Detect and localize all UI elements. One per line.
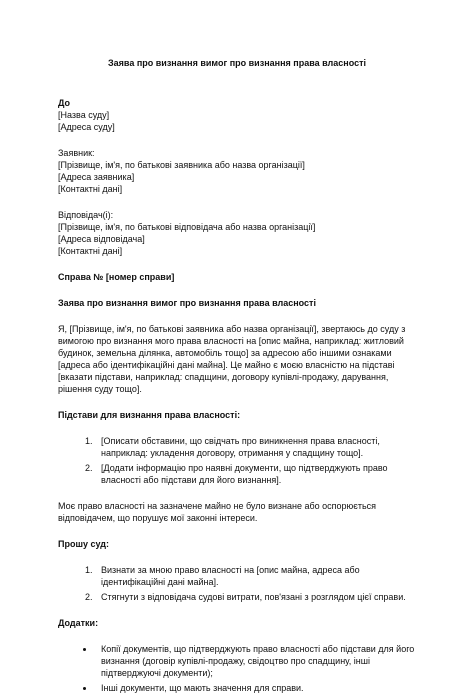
- applicant-name: [Прізвище, ім'я, по батькові заявника або назва організації]: [58, 160, 305, 170]
- attachments-list: [58, 643, 416, 694]
- list-item: 1. Визнати за мною право власності на [опис майна, адреса або ідентифікаційні дані майна].: [95, 564, 416, 588]
- list-item: 2. Стягнути з відповідача судові витрати, пов'язані з розглядом цієї справи.: [95, 591, 416, 603]
- statement-paragraph: Моє право власності на зазначене майно не було визнане або оспорюється відповідачем, що порушує мої законні інтереси.: [58, 501, 377, 523]
- applicant-contacts: [Контактні дані]: [58, 184, 123, 194]
- application-subtitle: Заява про визнання вимог про визнання права власності: [58, 298, 316, 308]
- grounds-list: [58, 435, 416, 486]
- requests-list: [58, 564, 416, 603]
- requests-heading: Прошу суд:: [58, 539, 109, 549]
- document-title: Заява про визнання вимог про визнання права власності: [108, 58, 366, 68]
- applicant-address: [Адреса заявника]: [58, 172, 135, 182]
- intro-paragraph: Я, [Прізвище, ім'я, по батькові заявника або назва організації], звертаюсь до суду з вимогою про визнання мого права власності на [опис майна, наприклад: житловий будинок, земельна ділянка, автомобіль тощо] за адресою або іншими ознаками [адреса або ідентифікаційні дані майна]. Це майно є моєю власністю на підставі [вказати підстави, наприклад: спадщини, договору купівлі-продажу, дарування, рішення суду тощо].: [58, 324, 406, 394]
- list-item: 2. [Додати інформацію про наявні документи, що підтверджують право власності або підстави для його визнання].: [95, 462, 416, 486]
- list-item: • Копії документів, що підтверджують право власності або підстави для його визнання (договір купівлі-продажу, свідоцтво про спадщину, інші підтверджуючі документи);: [95, 643, 416, 679]
- respondent-name: [Прізвище, ім'я, по батькові відповідача або назва організації]: [58, 222, 316, 232]
- court-address: [Адреса суду]: [58, 122, 115, 132]
- list-item: 1. [Описати обставини, що свідчать про виникнення права власності, наприклад: укладення договору, отримання у спадщину тощо].: [95, 435, 416, 459]
- respondent-contacts: [Контактні дані]: [58, 246, 123, 256]
- respondent-label: Відповідач(і):: [58, 210, 114, 220]
- addressee-block: [58, 97, 416, 133]
- respondent-address: [Адреса відповідача]: [58, 234, 145, 244]
- addressee-label: До: [58, 98, 71, 108]
- attachments-heading: Додатки:: [58, 618, 99, 628]
- grounds-heading: Підстави для визнання права власності:: [58, 410, 241, 420]
- list-item: • Інші документи, що мають значення для справи.: [95, 682, 416, 694]
- respondent-block: [58, 209, 416, 257]
- applicant-block: [58, 147, 416, 195]
- case-number: Справа № [номер справи]: [58, 272, 175, 282]
- applicant-label: Заявник:: [58, 148, 95, 158]
- court-name: [Назва суду]: [58, 110, 110, 120]
